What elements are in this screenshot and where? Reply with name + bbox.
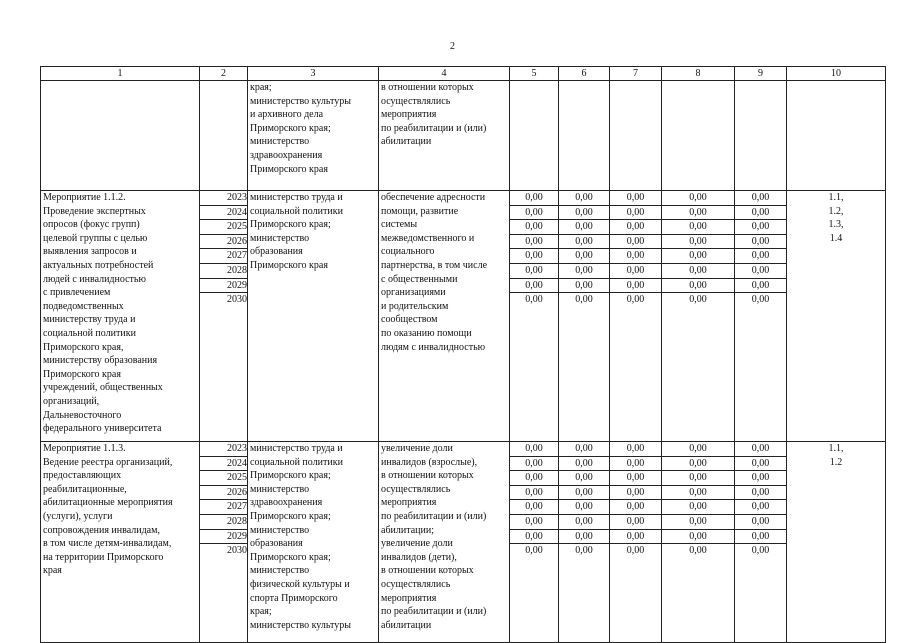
executors-text: края; министерство культуры и архивного дела Приморского края; министерство здравоохранения Приморского края	[250, 82, 351, 175]
funding-value: 0,00	[610, 278, 661, 293]
funding-value: 0,00	[559, 220, 609, 235]
column-number-header: 4	[379, 67, 510, 81]
activity-text: Мероприятие 1.1.2. Проведение экспертных опросов (фокус групп) целевой группы с целью выявления запросов и актуальных потребностей людей с инвалидностью с привлечением подведомственных министерству труда и социальной политики Приморского края, министерству образования Приморского края учреждений, общественных организаций, Дальневосточного федерального университета	[43, 192, 163, 435]
funding-value: 0,00	[610, 485, 661, 500]
funding-values	[662, 442, 734, 558]
funding-value: 0,00	[559, 278, 609, 293]
year-value: 2028	[200, 514, 247, 529]
funding-value: 0,00	[662, 263, 734, 278]
program-activities-table	[40, 66, 886, 643]
funding-cell	[559, 191, 610, 442]
funding-cell	[662, 81, 735, 191]
year-value: 2030	[227, 545, 247, 557]
funding-cell	[610, 442, 662, 643]
result-text: увеличение доли инвалидов (взрослые), в отношении которых осуществлялись мероприятия по реабилитации и (или) абилитации; увеличение доли инвалидов (дети), в отношении которых осуществлялись мероприятия по реабилитации и (или) абилитации	[381, 443, 487, 631]
funding-value: 0,00	[662, 278, 734, 293]
executors-cell	[248, 442, 379, 643]
funding-value: 0,00	[510, 191, 558, 205]
funding-value: 0,00	[735, 514, 786, 529]
funding-value: 0,00	[626, 294, 645, 306]
activity-text: Мероприятие 1.1.3. Ведение реестра организаций, предоставляющих реабилитационные, абилитационные мероприятия (услуги), услуги сопровождения инвалидам, в том числе детям-инвалидам, на территории Приморского края	[43, 443, 173, 577]
year-value: 2026	[200, 234, 247, 249]
funding-value: 0,00	[510, 220, 558, 235]
years-list	[200, 191, 247, 307]
funding-cell	[559, 81, 610, 191]
funding-value: 0,00	[575, 545, 593, 557]
funding-values	[662, 191, 734, 307]
years-cell	[200, 81, 248, 191]
result-text: обеспечение адресности помощи, развитие системы межведомственного и социального партнерства, в том числе с общественными организациями и родительским сообществом по оказанию помощи людям с инвалидностью	[381, 192, 488, 353]
years-list	[200, 442, 247, 558]
funding-value: 0,00	[662, 442, 734, 456]
executors-text: министерство труда и социальной политики Приморского края; министерство образования Приморского края	[250, 192, 343, 271]
funding-values	[735, 191, 786, 307]
funding-value: 0,00	[610, 205, 661, 220]
funding-value: 0,00	[610, 500, 661, 515]
table-row	[41, 442, 886, 643]
funding-value: 0,00	[610, 529, 661, 544]
table-row	[41, 81, 886, 191]
funding-value: 0,00	[559, 234, 609, 249]
executors-cell	[248, 191, 379, 442]
funding-cell	[559, 442, 610, 643]
funding-value: 0,00	[575, 294, 593, 306]
funding-value: 0,00	[610, 234, 661, 249]
indicators-cell	[787, 191, 886, 442]
year-value: 2025	[200, 220, 247, 235]
funding-value: 0,00	[735, 278, 786, 293]
funding-value: 0,00	[662, 485, 734, 500]
funding-value: 0,00	[559, 191, 609, 205]
funding-value: 0,00	[510, 263, 558, 278]
funding-value: 0,00	[662, 500, 734, 515]
year-value: 2023	[200, 442, 247, 456]
column-number-header-row	[41, 67, 886, 81]
funding-value: 0,00	[610, 442, 661, 456]
funding-value: 0,00	[510, 529, 558, 544]
funding-value: 0,00	[510, 205, 558, 220]
funding-value: 0,00	[510, 471, 558, 486]
funding-value: 0,00	[689, 294, 707, 306]
year-value: 2029	[200, 529, 247, 544]
funding-cell	[662, 191, 735, 442]
funding-value: 0,00	[689, 545, 707, 557]
funding-values	[735, 442, 786, 558]
funding-value: 0,00	[610, 263, 661, 278]
funding-values	[510, 191, 558, 307]
funding-value: 0,00	[735, 205, 786, 220]
funding-value: 0,00	[735, 471, 786, 486]
funding-cell	[510, 191, 559, 442]
activity-cell	[41, 191, 200, 442]
funding-value: 0,00	[735, 263, 786, 278]
result-text: в отношении которых осуществлялись мероприятия по реабилитации и (или) абилитации	[381, 82, 487, 148]
funding-value: 0,00	[510, 249, 558, 264]
funding-value: 0,00	[559, 471, 609, 486]
column-number-header: 6	[559, 67, 610, 81]
funding-value: 0,00	[510, 485, 558, 500]
column-number-header: 1	[41, 67, 200, 81]
funding-value: 0,00	[559, 485, 609, 500]
year-value: 2028	[200, 263, 247, 278]
result-cell	[379, 81, 510, 191]
page-number: 2	[450, 41, 455, 52]
funding-value: 0,00	[525, 545, 543, 557]
year-value: 2024	[200, 456, 247, 471]
indicators-cell	[787, 81, 886, 191]
funding-value: 0,00	[559, 456, 609, 471]
funding-value: 0,00	[510, 514, 558, 529]
funding-value: 0,00	[662, 514, 734, 529]
funding-value: 0,00	[510, 278, 558, 293]
executors-cell	[248, 81, 379, 191]
funding-cell	[610, 191, 662, 442]
funding-value: 0,00	[662, 234, 734, 249]
indicators-text: 1.1, 1.2	[828, 443, 844, 468]
funding-value: 0,00	[559, 263, 609, 278]
activity-cell	[41, 81, 200, 191]
funding-value: 0,00	[735, 500, 786, 515]
funding-values	[559, 191, 609, 307]
years-cell	[200, 191, 248, 442]
year-value: 2025	[200, 471, 247, 486]
executors-text: министерство труда и социальной политики Приморского края; министерство здравоохранения Приморского края; министерство образования Приморского края; министерство физической культуры и спорта Приморского края; министерство культуры	[250, 443, 351, 631]
year-value: 2023	[200, 191, 247, 205]
funding-values	[610, 191, 661, 307]
year-value: 2027	[200, 500, 247, 515]
funding-value: 0,00	[510, 456, 558, 471]
funding-value: 0,00	[735, 191, 786, 205]
funding-value: 0,00	[662, 249, 734, 264]
funding-value: 0,00	[559, 249, 609, 264]
funding-value: 0,00	[662, 191, 734, 205]
funding-value: 0,00	[735, 442, 786, 456]
years-cell	[200, 442, 248, 643]
funding-value: 0,00	[610, 456, 661, 471]
funding-cell	[735, 191, 787, 442]
year-value: 2030	[227, 294, 247, 306]
funding-value: 0,00	[662, 220, 734, 235]
column-number-header: 5	[510, 67, 559, 81]
funding-value: 0,00	[525, 294, 543, 306]
column-number-header: 3	[248, 67, 379, 81]
funding-value: 0,00	[510, 442, 558, 456]
funding-values	[559, 442, 609, 558]
column-number-header: 8	[662, 67, 735, 81]
column-number-header: 2	[200, 67, 248, 81]
year-value: 2029	[200, 278, 247, 293]
funding-value: 0,00	[510, 234, 558, 249]
funding-value: 0,00	[751, 545, 770, 557]
funding-value: 0,00	[662, 529, 734, 544]
funding-value: 0,00	[662, 456, 734, 471]
funding-value: 0,00	[610, 514, 661, 529]
funding-cell	[510, 442, 559, 643]
funding-value: 0,00	[735, 249, 786, 264]
result-cell	[379, 442, 510, 643]
funding-cell	[662, 442, 735, 643]
funding-value: 0,00	[735, 234, 786, 249]
activity-cell	[41, 442, 200, 643]
year-value: 2026	[200, 485, 247, 500]
funding-values	[510, 442, 558, 558]
indicators-text: 1.1, 1.2, 1.3, 1.4	[828, 192, 844, 244]
table-row	[41, 191, 886, 442]
funding-value: 0,00	[735, 220, 786, 235]
funding-cell	[735, 442, 787, 643]
funding-cell	[735, 81, 787, 191]
funding-value: 0,00	[559, 442, 609, 456]
funding-value: 0,00	[735, 485, 786, 500]
funding-value: 0,00	[559, 514, 609, 529]
result-cell	[379, 191, 510, 442]
funding-value: 0,00	[735, 529, 786, 544]
funding-value: 0,00	[610, 471, 661, 486]
funding-value: 0,00	[559, 529, 609, 544]
funding-value: 0,00	[662, 205, 734, 220]
funding-value: 0,00	[510, 500, 558, 515]
year-value: 2027	[200, 249, 247, 264]
column-number-header: 9	[735, 67, 787, 81]
funding-cell	[610, 81, 662, 191]
funding-value: 0,00	[626, 545, 645, 557]
funding-cell	[510, 81, 559, 191]
funding-value: 0,00	[610, 191, 661, 205]
funding-value: 0,00	[662, 471, 734, 486]
column-number-header: 7	[610, 67, 662, 81]
funding-value: 0,00	[610, 249, 661, 264]
funding-values	[610, 442, 661, 558]
funding-value: 0,00	[751, 294, 770, 306]
funding-value: 0,00	[735, 456, 786, 471]
funding-value: 0,00	[610, 220, 661, 235]
funding-value: 0,00	[559, 205, 609, 220]
funding-value: 0,00	[559, 500, 609, 515]
column-number-header: 10	[787, 67, 886, 81]
year-value: 2024	[200, 205, 247, 220]
indicators-cell	[787, 442, 886, 643]
